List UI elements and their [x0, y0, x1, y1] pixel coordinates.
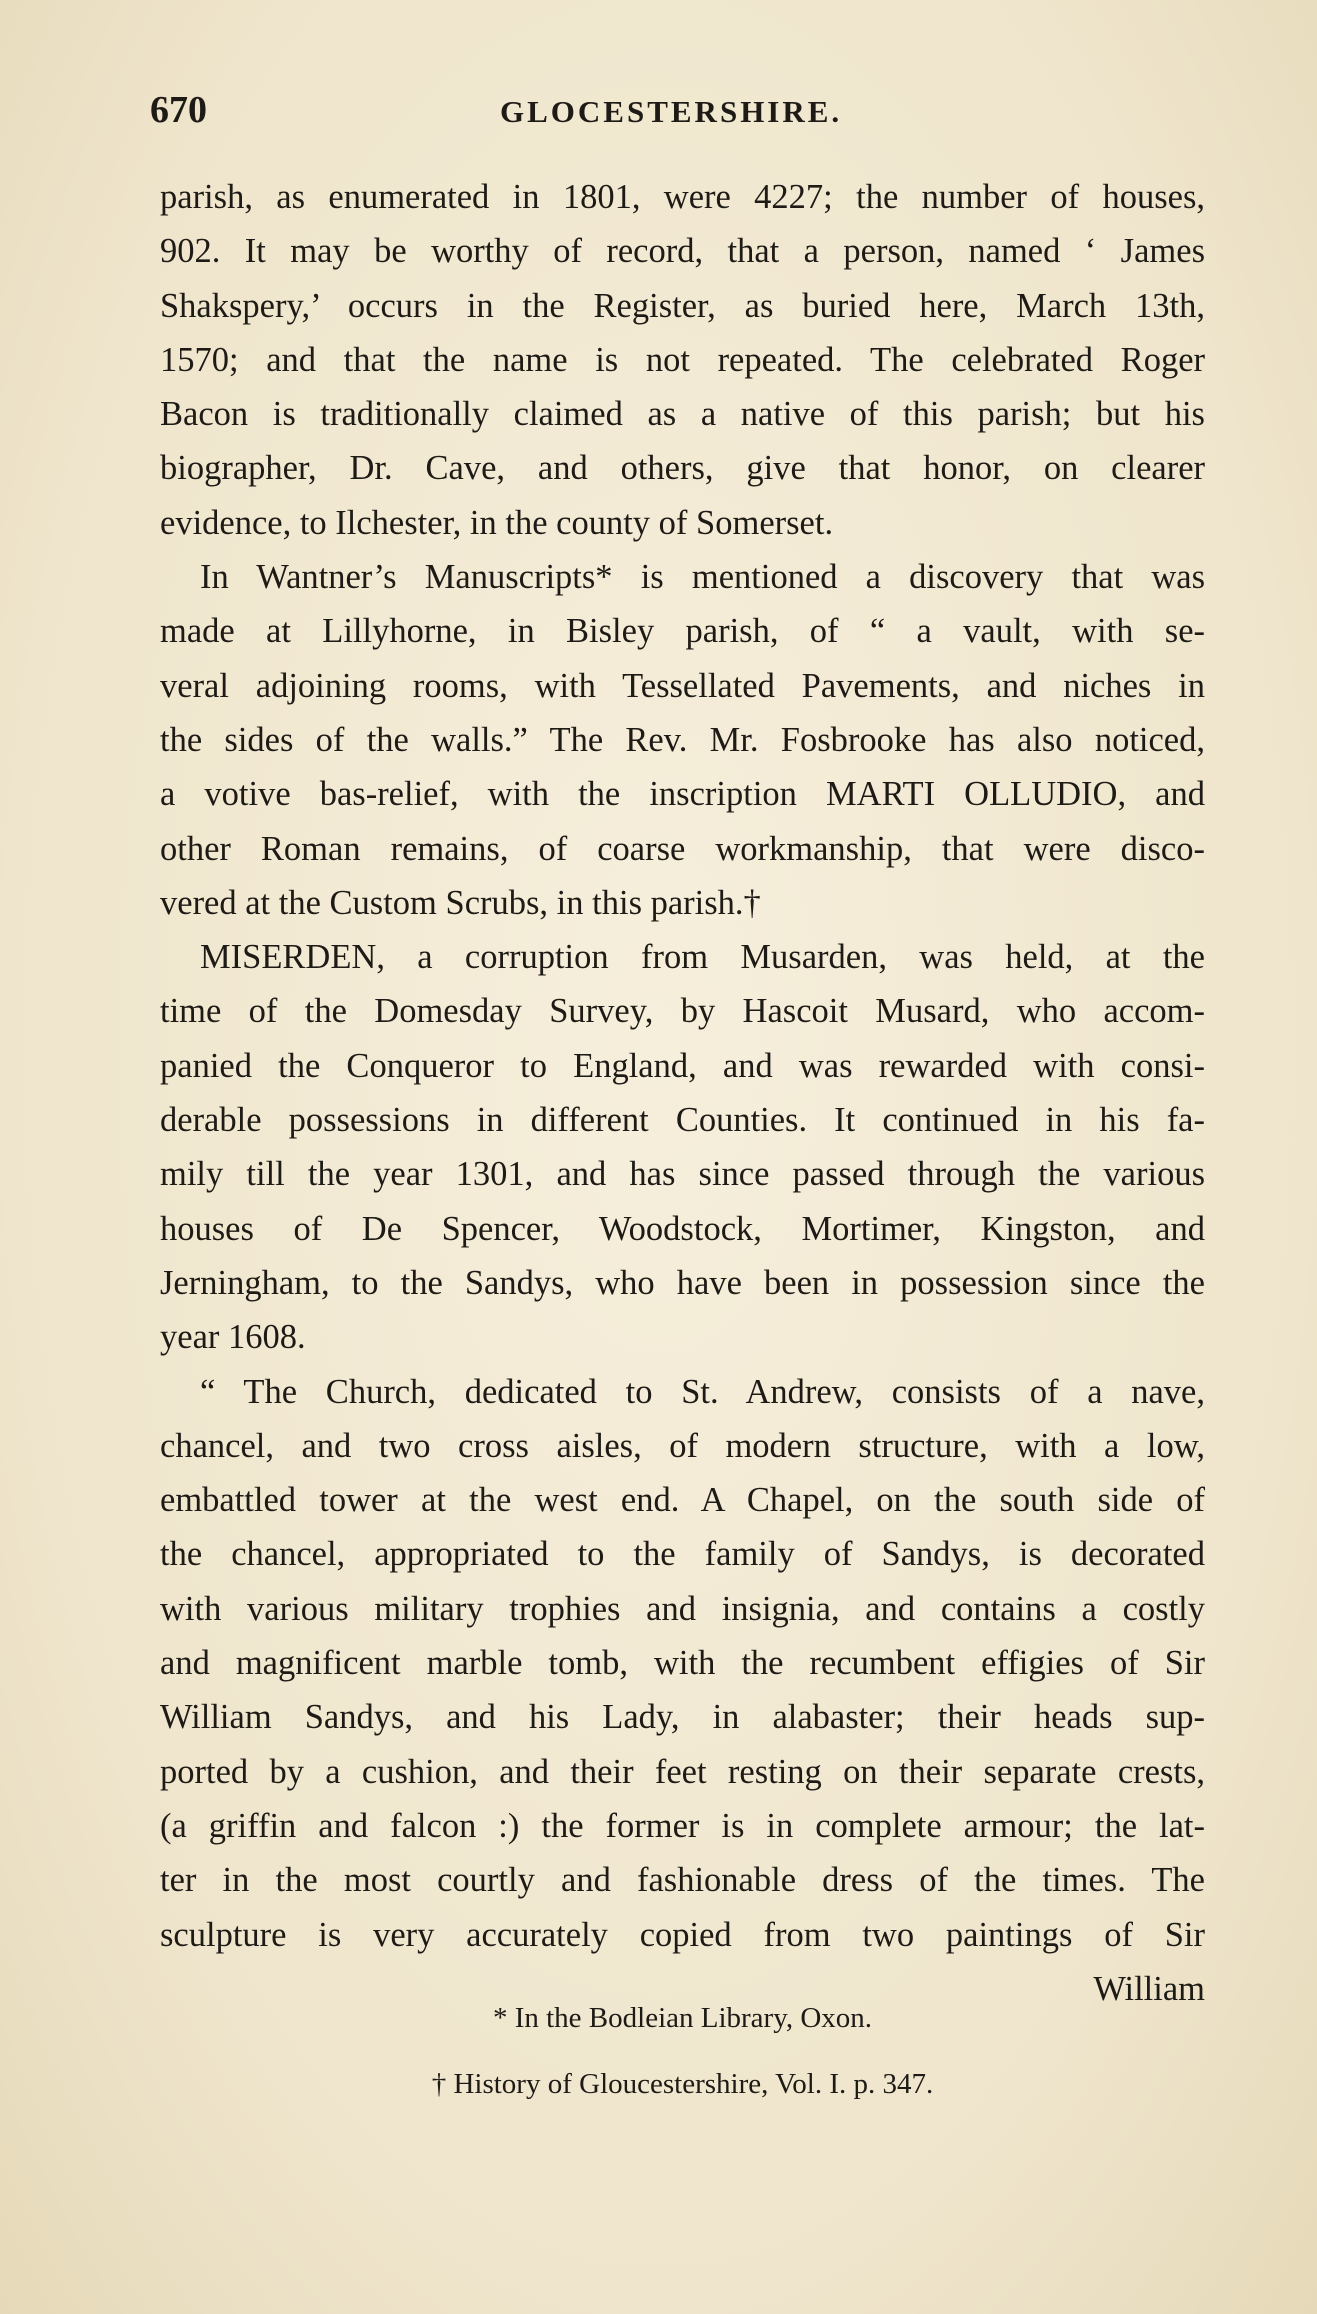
page-number: 670: [150, 89, 207, 131]
text-line: made at Lillyhorne, in Bisley parish, of “ a vault, with se-: [160, 612, 1205, 651]
body-text: [160, 170, 1205, 2016]
text-line: mily till the year 1301, and has since passed through the various: [160, 1155, 1205, 1194]
text-line: a votive bas-relief, with the inscription MARTI OLLUDIO, and: [160, 775, 1205, 814]
text-line: ported by a cushion, and their feet resting on their separate crests,: [160, 1752, 1205, 1791]
text-line: William: [1093, 1969, 1205, 2008]
text-line: evidence, to Ilchester, in the county of Somerset.: [160, 503, 834, 542]
text-line: embattled tower at the west end. A Chapel, on the south side of: [160, 1481, 1205, 1520]
text-line: Bacon is traditionally claimed as a native of this parish; but his: [160, 395, 1205, 434]
text-line: (a griffin and falcon :) the former is in complete armour; the lat-: [160, 1806, 1205, 1845]
text-line: other Roman remains, of coarse workmanship, that were disco-: [160, 829, 1205, 868]
text-line: vered at the Custom Scrubs, in this parish.†: [160, 883, 761, 922]
text-line: Jerningham, to the Sandys, who have been in possession since the: [160, 1263, 1205, 1302]
text-line: the chancel, appropriated to the family of Sandys, is decorated: [160, 1535, 1205, 1574]
footnotes: [160, 1985, 1205, 2117]
text-line: panied the Conqueror to England, and was rewarded with consi-: [160, 1046, 1205, 1085]
footnote-history: † History of Gloucestershire, Vol. I. p. 347.: [431, 2068, 934, 2100]
text-line: 1570; and that the name is not repeated. The celebrated Roger: [160, 340, 1205, 379]
text-line: the sides of the walls.” The Rev. Mr. Fosbrooke has also noticed,: [160, 720, 1205, 759]
footnote-bodleian: * In the Bodleian Library, Oxon.: [492, 2002, 873, 2034]
text-line: William Sandys, and his Lady, in alabaster; their heads sup-: [160, 1698, 1205, 1737]
text-line: parish, as enumerated in 1801, were 4227; the number of houses,: [160, 178, 1205, 216]
page-header: [150, 88, 1210, 131]
text-line: and magnificent marble tomb, with the recumbent effigies of Sir: [160, 1644, 1205, 1683]
text-line: “ The Church, dedicated to St. Andrew, consists of a nave,: [200, 1372, 1205, 1411]
text-line: with various military trophies and insignia, and contains a costly: [160, 1589, 1205, 1628]
text-line: MISERDEN, a corruption from Musarden, was held, at the: [200, 938, 1205, 977]
text-line: veral adjoining rooms, with Tessellated Pavements, and niches in: [160, 666, 1205, 705]
text-line: Shakspery,’ occurs in the Register, as buried here, March 13th,: [160, 286, 1205, 325]
text-line: ter in the most courtly and fashionable dress of the times. The: [160, 1861, 1205, 1900]
running-head: GLOCESTERSHIRE.: [500, 94, 843, 129]
text-line: chancel, and two cross aisles, of modern structure, with a low,: [160, 1426, 1205, 1465]
text-line: year 1608.: [160, 1318, 306, 1357]
text-line: In Wantner’s Manuscripts* is mentioned a discovery that was: [200, 558, 1205, 597]
text-line: houses of De Spencer, Woodstock, Mortimer, Kingston, and: [160, 1209, 1205, 1248]
text-line: time of the Domesday Survey, by Hascoit Musard, who accom-: [160, 992, 1205, 1031]
text-line: biographer, Dr. Cave, and others, give that honor, on clearer: [160, 449, 1205, 488]
text-line: 902. It may be worthy of record, that a person, named ‘ James: [160, 232, 1205, 271]
text-line: sculpture is very accurately copied from two paintings of Sir: [160, 1915, 1205, 1954]
text-line: derable possessions in different Counties. It continued in his fa-: [160, 1101, 1205, 1140]
